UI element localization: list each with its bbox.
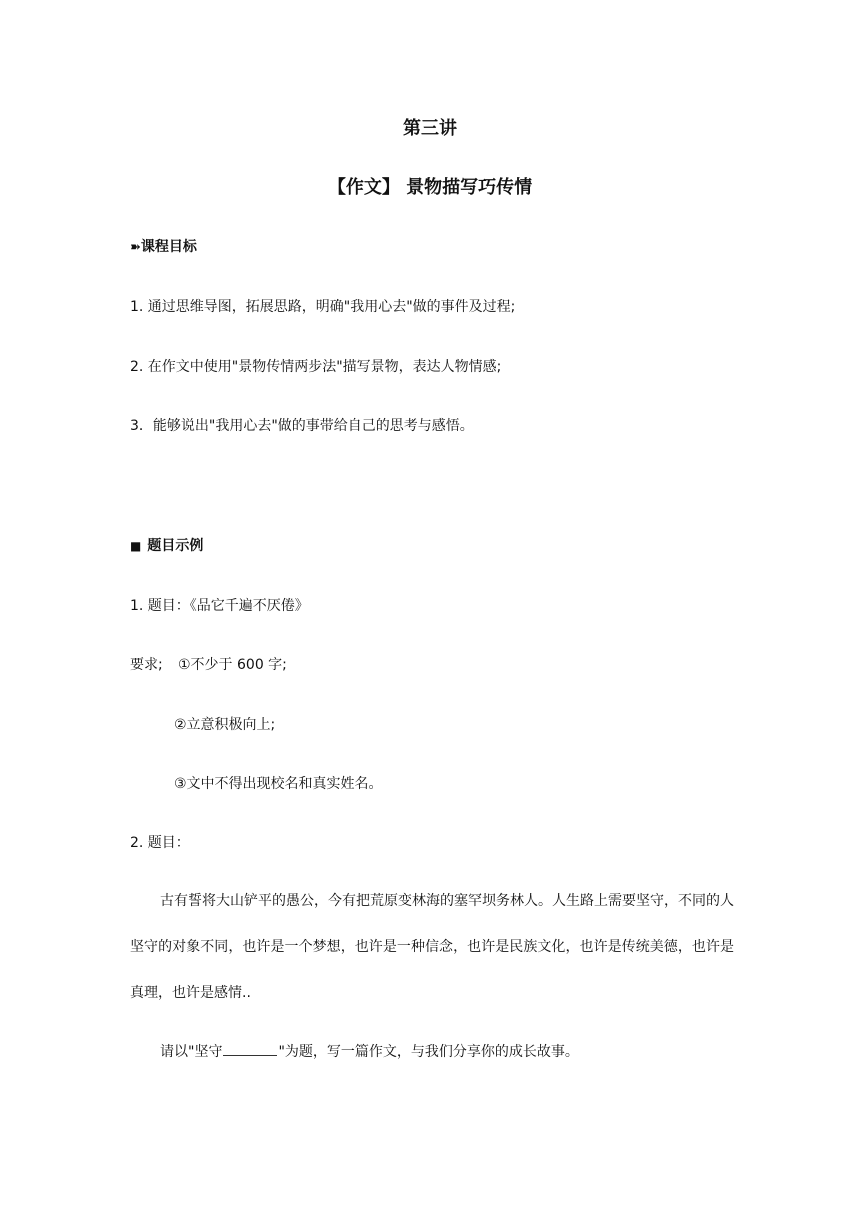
goal-item-2: 2. 在作文中使用"景物传情两步法"描写景物，表达人物情感; <box>130 359 502 375</box>
question-1-title: 1. 题目：《品它千遍不厌倦》 <box>130 598 309 614</box>
fill-in-blank <box>223 1041 277 1056</box>
goals-heading <box>130 237 197 258</box>
prompt-text-after: "为题，写一篇作文，与我们分享你的成长故事。 <box>278 1044 579 1060</box>
square-bullet-icon: ■ <box>130 539 142 553</box>
lesson-subtitle: 【作文】 景物描写巧传情 <box>327 177 533 198</box>
requirement-item-1: ①不少于 600 字; <box>178 657 287 673</box>
lecture-title: 第三讲 <box>403 118 457 139</box>
arrow-icon: ➽ <box>130 240 141 255</box>
examples-heading-text: 题目示例 <box>147 538 204 554</box>
question-2-prompt <box>160 1041 579 1062</box>
question-2-paragraph: 古有誓将大山铲平的愚公，今有把荒原变林海的塞罕坝务林人。人生路上需要坚守，不同的人坚守的对象不同，也许是一个梦想，也许是一种信念，也许是民族文化，也许是传统美德，也许是真理，也许是感情.. <box>130 893 734 1001</box>
goal-item-3: 3．能够说出"我用心去"做的事带给自己的思考与感悟。 <box>130 418 474 434</box>
goal-item-1: 1. 通过思维导图，拓展思路，明确"我用心去"做的事件及过程; <box>130 299 516 315</box>
goals-heading-text: 课程目标 <box>140 239 197 255</box>
examples-heading <box>130 536 203 556</box>
requirements-label: 要求; <box>130 657 163 673</box>
question-2-title: 2. 题目： <box>130 835 190 851</box>
prompt-text-before: 请以"坚守 <box>160 1044 223 1060</box>
requirement-item-2: ②立意积极向上; <box>174 717 276 733</box>
requirement-item-3: ③文中不得出现校名和真实姓名。 <box>174 776 383 792</box>
